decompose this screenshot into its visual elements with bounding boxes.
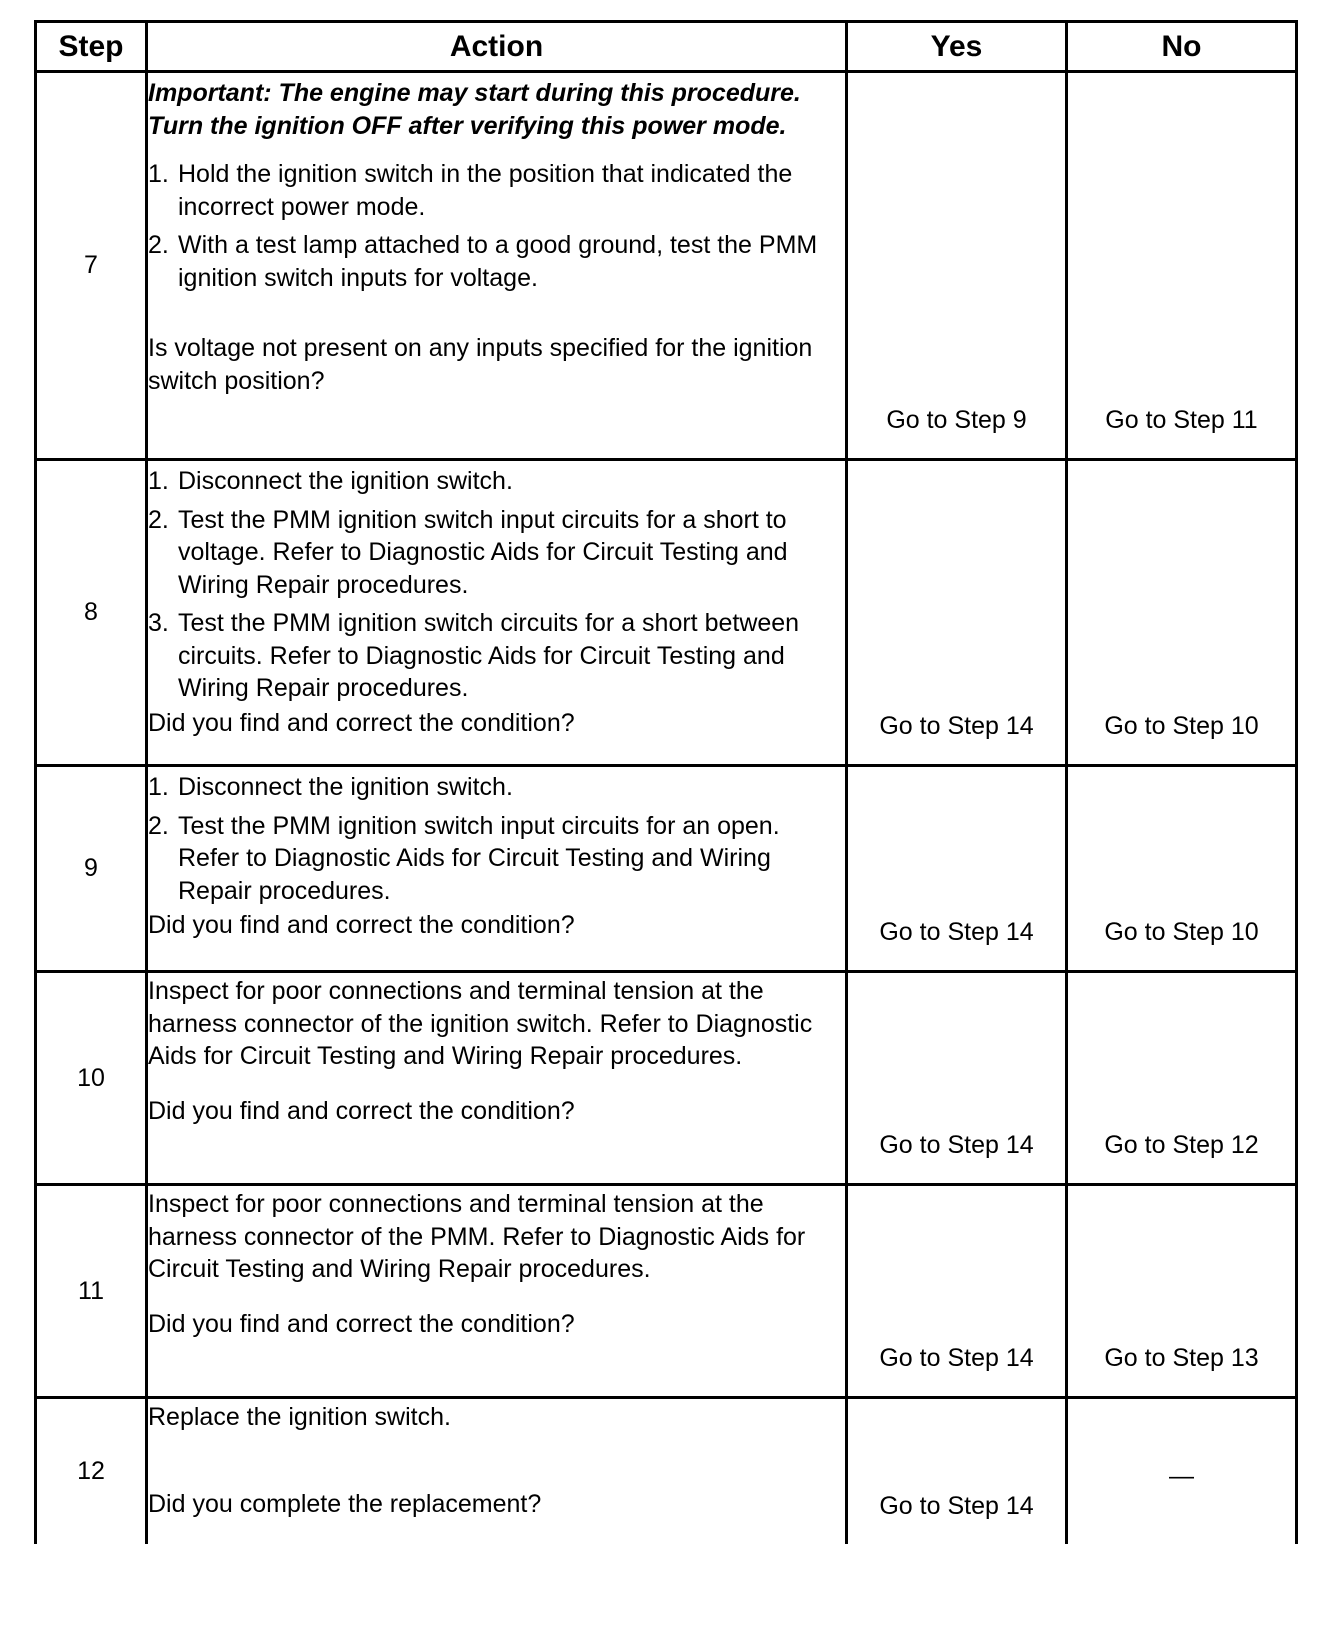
no-cell: Go to Step 10: [1067, 460, 1297, 766]
no-cell: Go to Step 10: [1067, 766, 1297, 972]
step-number: 10: [36, 972, 147, 1185]
question-text: Is voltage not present on any inputs specified for the ignition switch position?: [148, 334, 813, 395]
question-text: Did you find and correct the condition?: [148, 911, 575, 939]
header-row: [36, 22, 1297, 72]
step-number: 9: [36, 766, 147, 972]
list-item: 1. Hold the ignition switch in the position that indicated the incorrect power mode.: [148, 160, 793, 221]
table-row: [36, 766, 1297, 972]
table-row: [36, 972, 1297, 1185]
question-text: Did you find and correct the condition?: [148, 708, 575, 737]
list-item: 1. Disconnect the ignition switch.: [148, 467, 513, 495]
header-yes: Yes: [847, 22, 1067, 72]
header-step: Step: [36, 22, 147, 72]
yes-cell: Go to Step 9: [847, 72, 1067, 460]
step-list: [148, 771, 845, 907]
list-item: 2. Test the PMM ignition switch input circuits for an open. Refer to Diagnostic Aids for Circuit Testing and Wiring Repair procedures.: [148, 811, 780, 905]
header-action: Action: [147, 22, 847, 72]
diagnostic-table: [34, 20, 1298, 1544]
no-cell: Go to Step 12: [1067, 972, 1297, 1185]
action-paragraph: Replace the ignition switch.: [148, 1403, 451, 1431]
table-row: [36, 460, 1297, 766]
list-item: 2. With a test lamp attached to a good ground, test the PMM ignition switch inputs for voltage.: [148, 231, 818, 292]
yes-cell: Go to Step 14: [847, 766, 1067, 972]
action-paragraph: Inspect for poor connections and terminal tension at the harness connector of the ignition switch. Refer to Diagnostic Aids for Circuit Testing and Wiring Repair procedures.: [148, 977, 813, 1070]
step-number: 8: [36, 460, 147, 766]
question-text: Did you complete the replacement?: [148, 1489, 542, 1518]
action-cell: [147, 1398, 847, 1544]
step-list: [148, 158, 845, 294]
question-text: Did you find and correct the condition?: [148, 1096, 575, 1125]
list-item: 1. Disconnect the ignition switch.: [148, 773, 513, 801]
step-number: 7: [36, 72, 147, 460]
step-number: 12: [36, 1398, 147, 1544]
yes-cell: Go to Step 14: [847, 972, 1067, 1185]
no-cell: Go to Step 13: [1067, 1185, 1297, 1398]
list-item: 3. Test the PMM ignition switch circuits for a short between circuits. Refer to Diagnostic Aids for Circuit Testing and Wiring Repair procedures.: [148, 609, 800, 702]
step-list: [148, 465, 845, 705]
step-number: 11: [36, 1185, 147, 1398]
table-row: [36, 1185, 1297, 1398]
action-paragraph: Inspect for poor connections and terminal tension at the harness connector of the PMM. Refer to Diagnostic Aids for Circuit Testing and Wiring Repair procedures.: [148, 1190, 806, 1283]
table-row: [36, 1398, 1297, 1544]
list-item: 2. Test the PMM ignition switch input circuits for a short to voltage. Refer to Diagnostic Aids for Circuit Testing and Wiring Repair procedures.: [148, 505, 788, 599]
no-dash: —: [1169, 1462, 1194, 1491]
action-cell: [147, 972, 847, 1185]
yes-cell: Go to Step 14: [847, 1398, 1067, 1544]
no-cell: [1067, 1398, 1297, 1544]
header-no: No: [1067, 22, 1297, 72]
action-cell: [147, 766, 847, 972]
no-cell: Go to Step 11: [1067, 72, 1297, 460]
table-row: [36, 72, 1297, 460]
action-cell: [147, 1185, 847, 1398]
yes-cell: Go to Step 14: [847, 1185, 1067, 1398]
action-cell: [147, 72, 847, 460]
question-text: Did you find and correct the condition?: [148, 1309, 575, 1338]
important-note: Important: The engine may start during this procedure. Turn the ignition OFF after verifying this power mode.: [148, 79, 801, 140]
yes-cell: Go to Step 14: [847, 460, 1067, 766]
action-cell: [147, 460, 847, 766]
